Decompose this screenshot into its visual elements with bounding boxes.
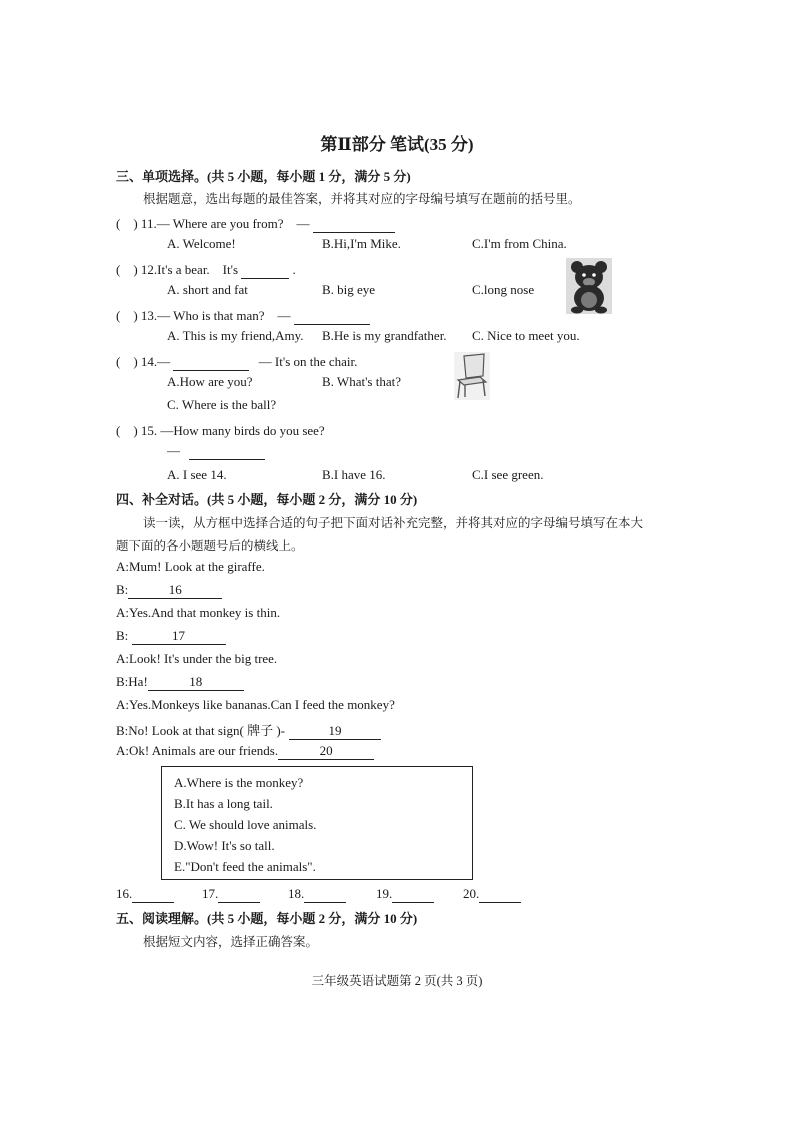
question-13 xyxy=(116,305,370,325)
dialogue-line: B: 17 xyxy=(116,628,226,645)
dialogue-line: A:Yes.And that monkey is thin. xyxy=(116,605,281,620)
dialogue-line: B: 16 xyxy=(116,582,222,599)
answer-slot-19[interactable]: 19. xyxy=(376,886,434,903)
answer-blank[interactable] xyxy=(313,216,395,233)
section5-instruction: 根据短文内容，选择正确答案。 xyxy=(143,935,319,949)
option-a: A. short and fat xyxy=(167,282,248,297)
section3-instruction: 根据题意，选出每题的最佳答案，并将其对应的字母编号填写在题前的括号里。 xyxy=(143,192,581,206)
answer-slot-16[interactable]: 16. xyxy=(116,886,174,903)
option-c: C.long nose xyxy=(472,282,535,297)
box-option-d: D.Wow! It's so tall. xyxy=(174,838,275,853)
question-stem: 14.— xyxy=(140,354,171,369)
question-tail: . xyxy=(292,262,296,277)
answer-slot-17[interactable]: 17. xyxy=(202,886,260,903)
dialogue-line: B:No! Look at that sign( 牌子 )- 19 xyxy=(116,720,381,740)
answer-blank[interactable] xyxy=(173,354,249,371)
section4-heading: 四、补全对话。(共 5 小题，每小题 2 分，满分 10 分) xyxy=(116,492,418,507)
page-footer: 三年级英语试题第 2 页(共 3 页) xyxy=(311,974,483,988)
page-title: 第Ⅱ部分 笔试(35 分) xyxy=(320,135,474,154)
box-option-e: E."Don't feed the animals". xyxy=(174,859,316,874)
dialogue-line: A:Ok! Animals are our friends. 20 xyxy=(116,743,374,760)
option-c: C. Where is the ball? xyxy=(167,397,277,412)
options-box xyxy=(161,766,473,880)
answer-paren[interactable]: ( ) xyxy=(116,354,138,369)
option-b: B.He is my grandfather. xyxy=(322,328,447,343)
option-c: C.I see green. xyxy=(472,467,544,482)
blank-19[interactable]: 19 xyxy=(289,723,381,740)
box-option-c: C. We should love animals. xyxy=(174,817,317,832)
dash: — xyxy=(167,443,180,458)
question-stem: 13.— Who is that man? — xyxy=(140,308,291,323)
answer-blank[interactable] xyxy=(241,262,289,279)
option-b: B. big eye xyxy=(322,282,376,297)
dialogue-line: B:Ha! 18 xyxy=(116,674,244,691)
answer-paren[interactable]: ( ) xyxy=(116,262,138,277)
question-15-answer-line xyxy=(167,443,265,460)
option-c: C.I'm from China. xyxy=(472,236,567,251)
blank-16[interactable]: 16 xyxy=(128,582,222,599)
question-12 xyxy=(116,259,296,279)
answer-blank[interactable] xyxy=(294,308,370,325)
answer-paren[interactable]: ( ) xyxy=(116,216,138,231)
option-b: B.I have 16. xyxy=(322,467,386,482)
option-a: A.How are you? xyxy=(167,374,253,389)
option-a: A. I see 14. xyxy=(167,467,227,482)
box-option-a: A.Where is the monkey? xyxy=(174,775,304,790)
answer-blank[interactable] xyxy=(189,443,265,460)
question-stem: 12.It's a bear. It's xyxy=(140,262,239,277)
answer-paren[interactable]: ( ) xyxy=(116,423,138,438)
question-tail: — It's on the chair. xyxy=(258,354,358,369)
section3-heading: 三、单项选择。(共 5 小题，每小题 1 分，满分 5 分) xyxy=(116,169,411,184)
dialogue-line: A:Yes.Monkeys like bananas.Can I feed the monkey? xyxy=(116,697,395,712)
section4-instruction: 读一读，从方框中选择合适的句子把下面对话补充完整，并将其对应的字母编号填写在本大 xyxy=(143,516,644,530)
question-15 xyxy=(116,420,325,439)
option-b: B. What's that? xyxy=(322,374,402,389)
question-stem: 15. —How many birds do you see? xyxy=(140,423,325,438)
answer-slot-18[interactable]: 18. xyxy=(288,886,346,903)
option-a: A. Welcome! xyxy=(167,236,236,251)
chair-picture xyxy=(454,352,490,400)
section4-instruction-cont: 题下面的各小题题号后的横线上。 xyxy=(116,539,304,553)
blank-17[interactable]: 17 xyxy=(132,628,226,645)
question-14 xyxy=(116,351,357,371)
dialogue-line: A:Look! It's under the big tree. xyxy=(116,651,278,666)
dialogue-line: A:Mum! Look at the giraffe. xyxy=(116,559,265,574)
option-b: B.Hi,I'm Mike. xyxy=(322,236,401,251)
box-option-b: B.It has a long tail. xyxy=(174,796,273,811)
blank-20[interactable]: 20 xyxy=(278,743,374,760)
section5-heading: 五、阅读理解。(共 5 小题，每小题 2 分，满分 10 分) xyxy=(116,911,418,926)
question-stem: 11.— Where are you from? — xyxy=(140,216,310,231)
bear-picture xyxy=(566,258,612,314)
blank-18[interactable]: 18 xyxy=(148,674,244,691)
question-11 xyxy=(116,213,395,233)
option-a: A. This is my friend,Amy. xyxy=(167,328,304,343)
option-c: C. Nice to meet you. xyxy=(472,328,580,343)
answer-paren[interactable]: ( ) xyxy=(116,308,138,323)
answer-slot-20[interactable]: 20. xyxy=(463,886,521,903)
